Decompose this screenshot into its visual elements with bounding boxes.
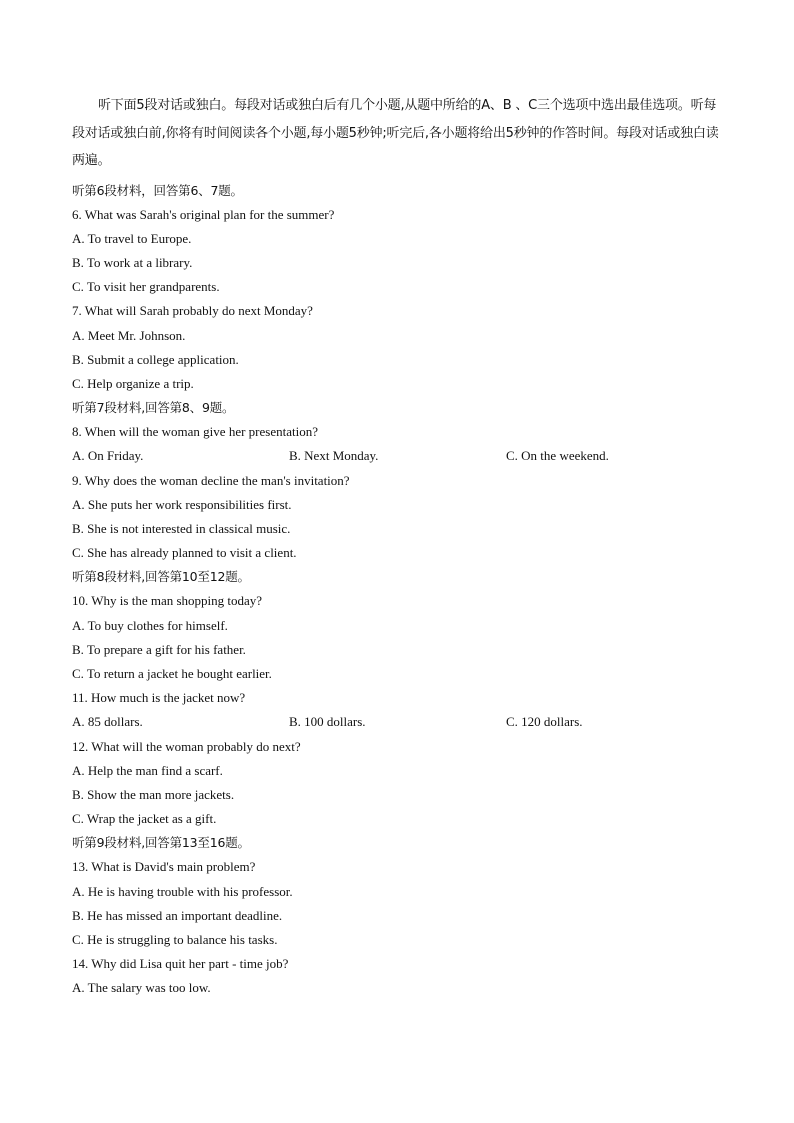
q13-option-b: B. He has missed an important deadline. bbox=[72, 907, 283, 923]
q9-option-c: C. She has already planned to visit a client. bbox=[72, 545, 297, 561]
section-8-heading: 听第8段材料,回答第10至12题。 bbox=[72, 569, 250, 585]
section-6-heading: 听第6段材料，回答第6、7题。 bbox=[72, 182, 243, 198]
question-8: 8. When will the woman give her presentation? bbox=[72, 424, 318, 440]
q6-option-c: C. To visit her grandparents. bbox=[72, 279, 220, 295]
question-9: 9. Why does the woman decline the man's invitation? bbox=[72, 472, 350, 488]
q11-option-b: B. 100 dollars. bbox=[289, 714, 366, 730]
section-9-heading: 听第9段材料,回答第13至16题。 bbox=[72, 835, 250, 851]
q11-option-a: A. 85 dollars. bbox=[72, 714, 143, 730]
q11-option-c: C. 120 dollars. bbox=[506, 714, 583, 730]
q7-option-c: C. Help organize a trip. bbox=[72, 375, 194, 391]
q13-option-c: C. He is struggling to balance his tasks. bbox=[72, 931, 278, 947]
q10-option-b: B. To prepare a gift for his father. bbox=[72, 641, 246, 657]
q14-option-a: A. The salary was too low. bbox=[72, 980, 211, 996]
section-7-heading: 听第7段材料,回答第8、9题。 bbox=[72, 400, 235, 416]
q9-option-a: A. She puts her work responsibilities first. bbox=[72, 496, 292, 512]
question-12: 12. What will the woman probably do next? bbox=[72, 738, 301, 754]
question-13: 13. What is David's main problem? bbox=[72, 859, 256, 875]
q9-option-b: B. She is not interested in classical music. bbox=[72, 520, 291, 536]
q7-option-b: B. Submit a college application. bbox=[72, 351, 239, 367]
q10-option-c: C. To return a jacket he bought earlier. bbox=[72, 665, 272, 681]
question-10: 10. Why is the man shopping today? bbox=[72, 593, 263, 609]
q8-option-b: B. Next Monday. bbox=[289, 448, 379, 464]
question-6: 6. What was Sarah's original plan for the summer? bbox=[72, 206, 335, 222]
q12-option-a: A. Help the man find a scarf. bbox=[72, 762, 223, 778]
q8-option-a: A. On Friday. bbox=[72, 448, 144, 464]
q13-option-a: A. He is having trouble with his professor. bbox=[72, 883, 293, 899]
q6-option-b: B. To work at a library. bbox=[72, 254, 193, 270]
q8-options bbox=[72, 444, 724, 468]
q12-option-b: B. Show the man more jackets. bbox=[72, 786, 235, 802]
q12-option-c: C. Wrap the jacket as a gift. bbox=[72, 811, 217, 827]
q11-options bbox=[72, 710, 724, 734]
q6-option-a: A. To travel to Europe. bbox=[72, 230, 192, 246]
question-14: 14. Why did Lisa quit her part - time job? bbox=[72, 956, 289, 972]
q10-option-a: A. To buy clothes for himself. bbox=[72, 617, 228, 633]
exam-page bbox=[72, 92, 724, 1001]
question-11: 11. How much is the jacket now? bbox=[72, 690, 246, 706]
q8-option-c: C. On the weekend. bbox=[506, 448, 609, 464]
instructions: 听下面5段对话或独白。每段对话或独白后有几个小题,从题中所给的A、B 、C三个选项中选出最佳选项。听每段对话或独白前,你将有时间阅读各个小题,每小题5秒钟;听完后,各小题将给出5秒钟的作答时间。每段对话或独白读两遍。 bbox=[72, 98, 719, 168]
question-7: 7. What will Sarah probably do next Monday? bbox=[72, 303, 313, 319]
q7-option-a: A. Meet Mr. Johnson. bbox=[72, 327, 186, 343]
